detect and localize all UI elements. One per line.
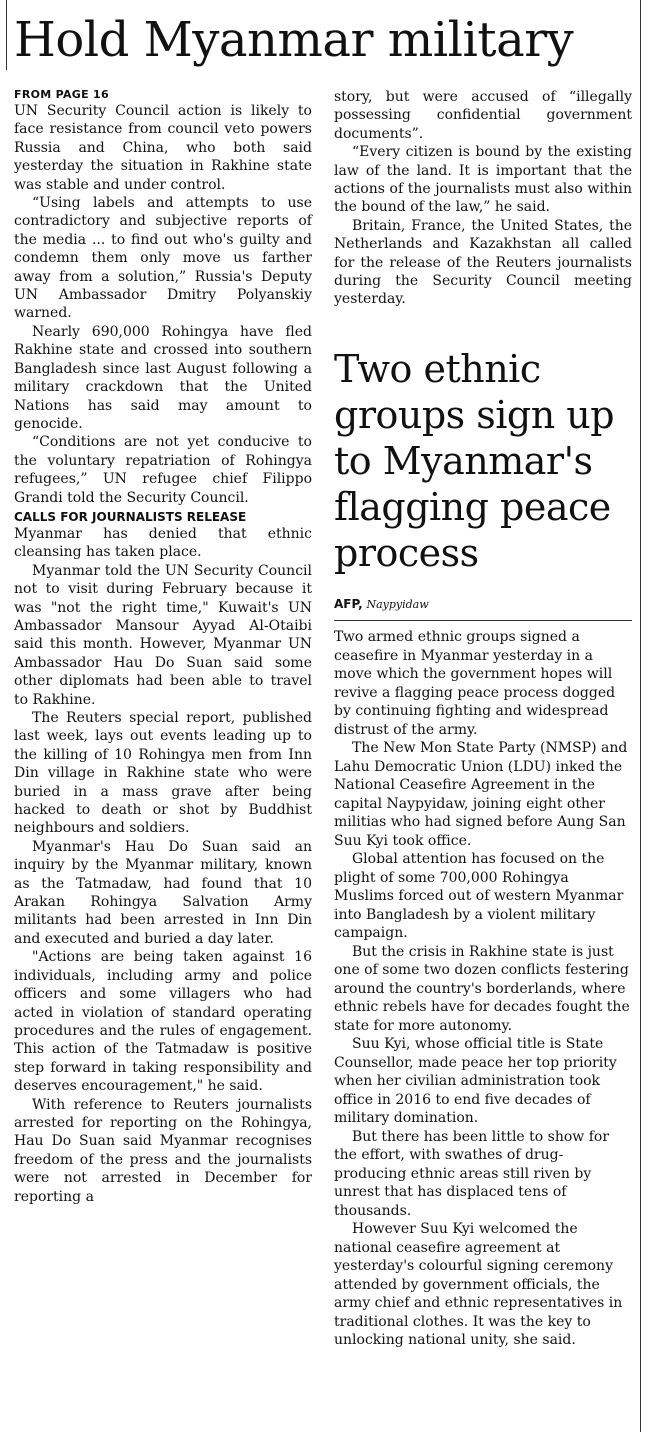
section-subhead: CALLS FOR JOURNALISTS RELEASE bbox=[14, 509, 247, 524]
body-paragraph: story, but were accused of “illegally possessing confidential government documents”. bbox=[334, 89, 632, 142]
body-paragraph: “Using labels and attempts to use contradictory and subjective reports of the media ... to find out who's guilty and condemn them only move us farther away from a solution,” Russia's Deputy UN Ambassador Dmitry Polyanskiy warned. bbox=[14, 195, 312, 322]
column-rule-right bbox=[640, 0, 641, 1432]
body-paragraph: “Every citizen is bound by the existing law of the land. It is important that the actions of the journalists must also within the bound of the law,” he said. bbox=[334, 144, 632, 216]
byline-place: Naypyidaw bbox=[366, 598, 429, 611]
body-paragraph: But there has been little to show for the effort, with swathes of drug-producing ethnic areas still riven by unrest that has displaced tens of thousands. bbox=[334, 1128, 610, 1219]
body-paragraph: The New Mon State Party (NMSP) and Lahu Democratic Union (LDU) inked the National Ceasefire Agreement in the capital Naypyidaw, joining eight other militias who had signed before Aung San Suu Kyi took office. bbox=[334, 740, 628, 849]
body-paragraph: Britain, France, the United States, the Netherlands and Kazakhstan all called for the release of the Reuters journalists during the Security Council meeting yesterday. bbox=[334, 217, 632, 308]
body-paragraph: With reference to Reuters journalists arrested for reporting on the Rohingya, Hau Do Suan said Myanmar recognises freedom of the press and the journalists were not arrested in December for reporting a bbox=[14, 1096, 312, 1205]
body-paragraph: However Suu Kyi welcomed the national ceasefire agreement at yesterday's colourful signing ceremony attended by government officials, the army chief and ethnic representatives in traditional clothes. It was the key to unlocking national unity, she said. bbox=[334, 1221, 623, 1348]
byline-agency: AFP, bbox=[334, 597, 363, 611]
byline bbox=[334, 596, 632, 613]
body-paragraph: Myanmar has denied that ethnic cleansing has taken place. bbox=[14, 525, 312, 561]
body-paragraph: Myanmar told the UN Security Council not to visit during February because it was "not the right time," Kuwait's UN Ambassador Mansour Ayyad Al-Otaibi said this month. However, Myanmar UN Ambassador Hau Do Suan said some other diplomats had been able to travel to Rakhine. bbox=[14, 562, 312, 708]
from-page-kicker: FROM PAGE 16 bbox=[14, 88, 109, 101]
body-paragraph: The Reuters special report, published last week, lays out events leading up to the killing of 10 Rohingya men from Inn Din village in Rakhine state who were buried in a mass grave after being hacked to death or shot by Buddhist neighbours and soldiers. bbox=[14, 710, 312, 837]
body-paragraph: Two armed ethnic groups signed a ceasefire in Myanmar yesterday in a move which the government hopes will revive a flagging peace process dogged by continuing fighting and widespread distrust of the army. bbox=[334, 629, 616, 738]
body-paragraph: Suu Kyi, whose official title is State Counsellor, made peace her top priority when her civilian administration took office in 2016 to end five decades of military domination. bbox=[334, 1036, 617, 1126]
body-paragraph: But the crisis in Rakhine state is just one of some two dozen conflicts festering around the country's borderlands, where ethnic rebels have for decades fought the state for more autonomy. bbox=[334, 943, 630, 1034]
body-paragraph: Nearly 690,000 Rohingya have fled Rakhine state and crossed into southern Bangladesh since last August following a military crackdown that the United Nations has said may amount to genocide. bbox=[14, 323, 312, 432]
body-paragraph: Myanmar's Hau Do Suan said an inquiry by the Myanmar military, known as the Tatmadaw, had found that 10 Arakan Rohingya Salvation Army militants had been arrested in Inn Din and executed and buried a day later. bbox=[14, 838, 312, 947]
column-rule-left bbox=[6, 0, 7, 70]
body-paragraph: “Conditions are not yet conducive to the voluntary repatriation of Rohingya refugees,” UN refugee chief Filippo Grandi told the Security Council. bbox=[14, 434, 312, 506]
main-story-column-2 bbox=[334, 88, 632, 309]
second-story-headline: Two ethnic groups sign up to Myanmar's flagging peace process bbox=[334, 347, 615, 575]
byline-divider bbox=[334, 620, 632, 621]
body-paragraph: UN Security Council action is likely to face resistance from council veto powers Russia and China, who both said yesterday the situation in Rakhine state was stable and under control. bbox=[14, 103, 312, 193]
second-story-body bbox=[334, 628, 632, 1350]
body-paragraph: "Actions are being taken against 16 individuals, including army and police officers and some villagers who had acted in violation of standard operating procedures and the rules of engagement. This action of the Tatmadaw is positive step forward in taking responsibility and deserves encouragement," he said. bbox=[14, 949, 312, 1095]
main-headline: Hold Myanmar military bbox=[14, 12, 574, 68]
body-paragraph: Global attention has focused on the plight of some 700,000 Rohingya Muslims forced out of western Myanmar into Bangladesh by a violent military campaign. bbox=[334, 851, 624, 941]
main-story-column-1 bbox=[14, 88, 312, 1206]
